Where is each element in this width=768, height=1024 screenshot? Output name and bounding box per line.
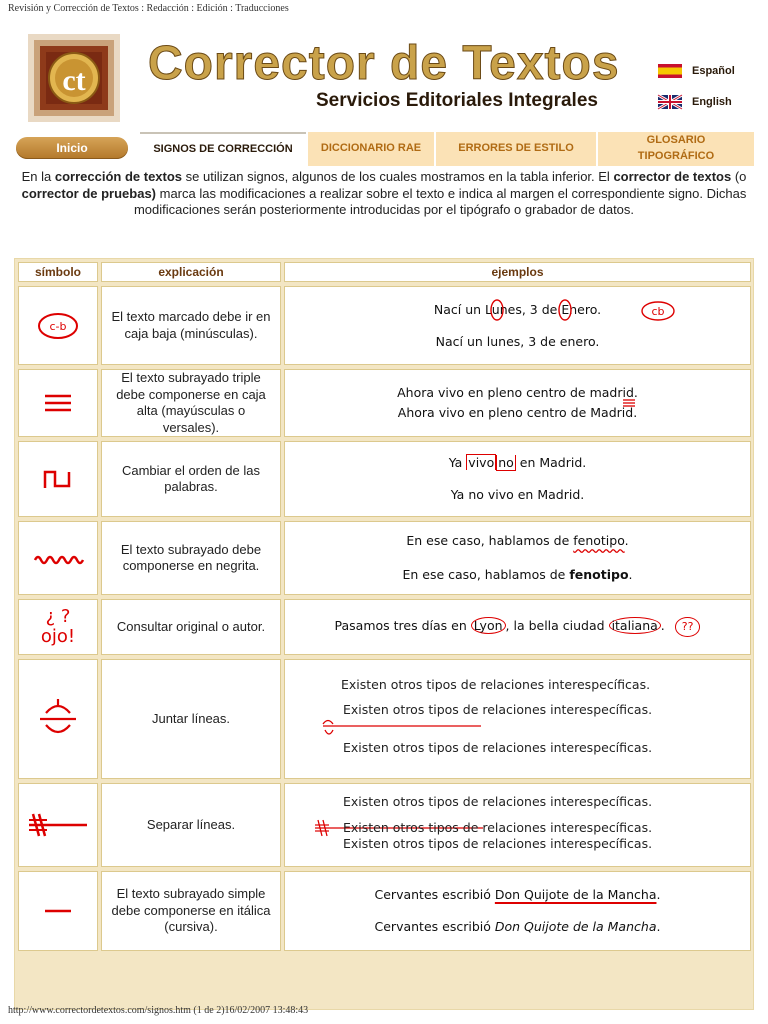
example-part: . bbox=[656, 887, 661, 902]
example-part: Cervantes escribió bbox=[374, 887, 495, 902]
site-title: Corrector de Textos bbox=[148, 37, 620, 90]
example-line: Existen otros tipos de relaciones interespecíficas. bbox=[343, 820, 653, 835]
uk-flag-icon bbox=[658, 95, 682, 109]
intro-text-4: marca las modificaciones a realizar sobre el texto e indica al margen el correspondiente signo. Dichas modificaciones serán posteriormente introducidas por el tipógrafo o grabador de datos. bbox=[133, 185, 747, 217]
example-part: Cervantes escribió bbox=[374, 919, 495, 934]
example-marked-text: Nací un Lunes, 3 de Enero. bbox=[433, 301, 602, 317]
underlined-title: Don Quijote de la Mancha bbox=[494, 887, 657, 902]
circle-mark-icon bbox=[558, 299, 572, 321]
example-result bbox=[375, 918, 661, 936]
intro-bold-1: corrección de textos bbox=[54, 169, 183, 184]
caja-baja-circle-icon bbox=[36, 311, 80, 341]
explanation-cell: El texto subrayado simple debe componerse en itálica (cursiva). bbox=[101, 871, 281, 951]
wavy-underlined-word: fenotipo bbox=[573, 533, 625, 548]
symbol-cell bbox=[18, 286, 98, 365]
logo[interactable] bbox=[28, 34, 120, 122]
explanation-cell: Cambiar el orden de las palabras. bbox=[101, 441, 281, 517]
example-cell bbox=[284, 783, 751, 867]
example-part: Ya bbox=[448, 455, 467, 470]
example-part: En ese caso, hablamos de bbox=[406, 533, 574, 548]
tab-diccionario-rae[interactable]: DICCIONARIO RAE bbox=[308, 132, 434, 166]
symbol-cell bbox=[18, 441, 98, 517]
single-underline-icon bbox=[44, 908, 72, 914]
example-marked bbox=[449, 454, 587, 472]
example-marked bbox=[397, 384, 638, 402]
example-part: . bbox=[660, 618, 665, 633]
circle-mark-icon bbox=[490, 299, 504, 321]
nav-inicio-button[interactable]: Inicio bbox=[16, 137, 128, 159]
example-cell bbox=[284, 441, 751, 517]
join-lines-mark bbox=[323, 718, 483, 740]
header-simbolo: símbolo bbox=[18, 262, 98, 282]
tab-glosario-label: GLOSARIO TIPOGRÁFICO bbox=[637, 134, 715, 162]
example-part: Pasamos tres días en bbox=[334, 618, 471, 633]
symbol-cell bbox=[18, 369, 98, 437]
intro-text-2: se utilizan signos, algunos de los cuales mostramos en la tabla inferior. El bbox=[182, 169, 614, 184]
example-part: En ese caso, hablamos de bbox=[402, 567, 570, 582]
triple-underline-icon bbox=[43, 393, 73, 413]
example-line: Existen otros tipos de relaciones interespecíficas. bbox=[343, 836, 653, 851]
symbol-cell bbox=[18, 599, 98, 655]
transposed-word: no bbox=[498, 455, 514, 470]
wavy-underline-icon bbox=[33, 552, 83, 564]
separate-lines-icon bbox=[27, 812, 89, 838]
explanation-cell: Consultar original o autor. bbox=[101, 599, 281, 655]
margin-cb-text: cb bbox=[651, 304, 665, 318]
example-query bbox=[335, 617, 701, 637]
symbol-cell bbox=[18, 871, 98, 951]
example-part: . bbox=[624, 533, 629, 548]
intro-paragraph bbox=[18, 169, 750, 219]
example-cell bbox=[284, 871, 751, 951]
main-nav bbox=[14, 132, 754, 166]
example-cell bbox=[284, 599, 751, 655]
explanation-cell: El texto subrayado triple debe componerse en caja alta (mayúsculas o versales). bbox=[101, 369, 281, 437]
example-line: Existen otros tipos de relaciones interespecíficas. bbox=[343, 794, 653, 809]
example-part: . bbox=[628, 567, 633, 582]
signs-table bbox=[14, 258, 754, 1010]
print-footer: http://www.correctordetextos.com/signos.htm (1 de 2)16/02/2007 13:48:43 bbox=[8, 1005, 309, 1016]
explanation-cell: El texto marcado debe ir en caja baja (minúsculas). bbox=[101, 286, 281, 365]
example-part: . bbox=[656, 919, 661, 934]
explanation-cell: El texto subrayado debe componerse en negrita. bbox=[101, 521, 281, 595]
header-ejemplos: ejemplos bbox=[284, 262, 751, 282]
margin-cb-mark bbox=[640, 300, 676, 322]
italic-title: Don Quijote de la Mancha bbox=[494, 919, 657, 934]
ojo-symbol: ojo! bbox=[40, 626, 76, 647]
logo-letters: ct bbox=[62, 64, 86, 97]
header-explicacion: explicación bbox=[101, 262, 281, 282]
circled-word: italiana bbox=[609, 617, 661, 634]
example-marked bbox=[406, 532, 628, 550]
language-spanish[interactable] bbox=[658, 64, 735, 78]
example-line: Existen otros tipos de relaciones interespecíficas. bbox=[343, 702, 653, 717]
site-subtitle: Servicios Editoriales Integrales bbox=[316, 90, 598, 111]
spain-flag-icon bbox=[658, 64, 682, 78]
print-header: Revisión y Corrección de Textos : Redacción : Edición : Traducciones bbox=[8, 3, 289, 14]
explanation-cell: Juntar líneas. bbox=[101, 659, 281, 779]
symbol-cell bbox=[18, 783, 98, 867]
intro-text-1: En la bbox=[21, 169, 55, 184]
example-line: Existen otros tipos de relaciones interespecíficas. bbox=[341, 677, 651, 692]
transpose-words-icon bbox=[43, 469, 73, 489]
example-result: Ya no vivo en Madrid. bbox=[450, 487, 585, 502]
symbol-cell bbox=[18, 521, 98, 595]
explanation-cell: Separar líneas. bbox=[101, 783, 281, 867]
intro-bold-3: corrector de pruebas) bbox=[21, 185, 156, 201]
symbol-cell bbox=[18, 659, 98, 779]
bold-word: fenotipo bbox=[569, 567, 629, 582]
language-label-en: English bbox=[692, 96, 732, 108]
example-result: Ahora vivo en pleno centro de Madrid. bbox=[397, 405, 638, 420]
tab-glosario-tipografico[interactable] bbox=[598, 132, 754, 166]
question-symbol: ¿ ? bbox=[45, 606, 71, 627]
example-marked-text: Ahora vivo en pleno centro de madrid. bbox=[397, 385, 638, 400]
example-part: en Madrid. bbox=[515, 455, 587, 470]
margin-query-mark: ?? bbox=[675, 617, 701, 637]
example-cell bbox=[284, 659, 751, 779]
example-cell bbox=[284, 286, 751, 365]
intro-bold-2: corrector de textos bbox=[613, 169, 732, 184]
example-marked bbox=[433, 301, 665, 319]
example-result: Nací un lunes, 3 de enero. bbox=[435, 333, 600, 349]
example-cell bbox=[284, 521, 751, 595]
language-english[interactable] bbox=[658, 95, 732, 109]
tab-signos-de-correccion[interactable]: SIGNOS DE CORRECCIÓN bbox=[140, 132, 306, 166]
example-marked bbox=[375, 886, 661, 904]
example-cell bbox=[284, 369, 751, 437]
example-result bbox=[402, 566, 632, 584]
example-part: , la bella ciudad bbox=[505, 618, 609, 633]
intro-text-3: (o bbox=[731, 169, 747, 184]
transposed-word: vivo bbox=[468, 455, 495, 470]
join-lines-icon bbox=[38, 697, 78, 741]
circled-word: Lyon bbox=[471, 617, 506, 634]
tab-errores-de-estilo[interactable]: ERRORES DE ESTILO bbox=[436, 132, 596, 166]
language-label-es: Español bbox=[692, 65, 735, 77]
symbol-cb-text: c-b bbox=[49, 319, 67, 333]
example-line: Existen otros tipos de relaciones interespecíficas. bbox=[343, 740, 653, 755]
